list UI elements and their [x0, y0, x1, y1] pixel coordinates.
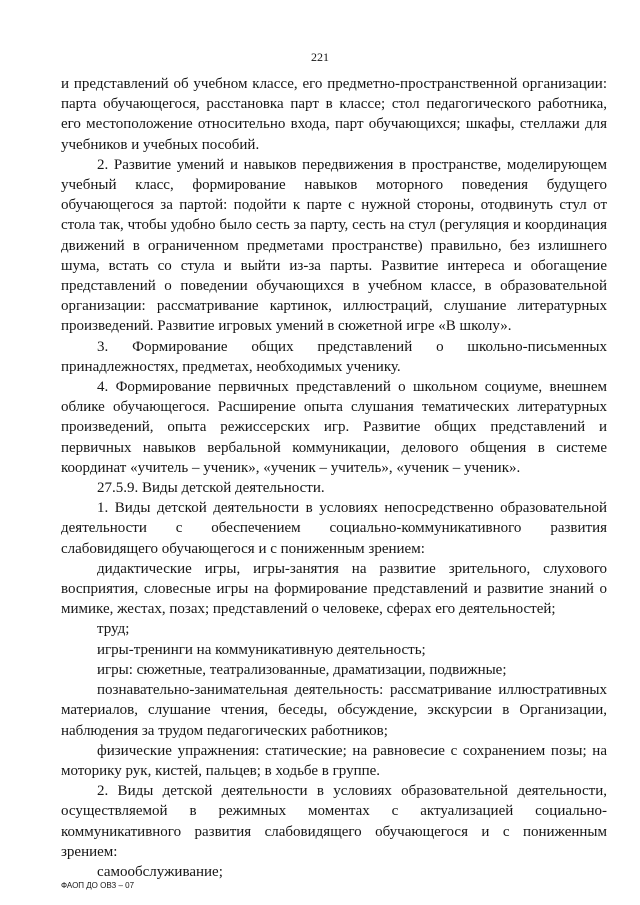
body-paragraph: игры-тренинги на коммуникативную деятельность;	[97, 641, 426, 658]
body-paragraph: 4. Формирование первичных представлений о школьном социуме, внешнем облике обучающегося. Расширение опыта слушания тематических литературных произведений, опыта режиссерских игр. Развитие общих представлений и первичных навыков вербальной коммуникации, делового общения в системе координат «учитель – ученик», «ученик – учитель», «ученик – ученик».	[61, 379, 607, 476]
body-paragraph: 2. Виды детской деятельности в условиях образовательной деятельности, осуществляемой в режимных моментах с актуализацией социально-коммуникативного развития слабовидящего обучающегося и с пониженным зрением:	[61, 783, 607, 860]
body-paragraph: 1. Виды детской деятельности в условиях непосредственно образовательной деятельности с обеспечением социально-коммуникативного развития слабовидящего обучающегося и с пониженным зрением:	[61, 500, 607, 557]
body-paragraph: 2. Развитие умений и навыков передвижения в пространстве, моделирующем учебный класс, формирование навыков моторного поведения будущего обучающегося за партой: подойти к парте с нужной стороны, отодвинуть стул от стола так, чтобы удобно было сесть за парту, сесть на стул (регуляция и координация движений в ограниченном предметами пространстве) правильно, без излишнего шума, встать со стула и выйти из-за парты. Развитие интереса и обогащение представлений о поведении обучающихся в учебном классе, в образовательной организации: рассматривание картинок, иллюстраций, слушание литературных произведений. Развитие игровых умений в сюжетной игре «В школу».	[61, 156, 607, 335]
body-paragraph: физические упражнения: статические; на равновесие с сохранением позы; на моторику рук, кистей, пальцев; в ходьбе в группе.	[61, 742, 607, 779]
body-paragraph: труд;	[97, 621, 130, 638]
body-paragraph: дидактические игры, игры-занятия на развитие зрительного, слухового восприятия, словесные игры на формирование представлений и развитие знаний о мимике, жестах, позах; представлений о человеке, сферах его деятельностей;	[61, 560, 607, 618]
body-paragraph: 27.5.9. Виды детской деятельности.	[97, 480, 325, 497]
page-body	[61, 74, 607, 882]
body-paragraph: познавательно-занимательная деятельность: рассматривание иллюстративных материалов, слушание чтения, беседы, обсуждение, экскурсии в Организации, наблюдения за трудом педагогических работников;	[61, 682, 607, 739]
body-paragraph: самообслуживание;	[97, 863, 223, 880]
body-paragraph: 3. Формирование общих представлений о школьно-письменных принадлежностях, предметах, необходимых ученику.	[61, 338, 607, 375]
page-number: 221	[311, 50, 329, 64]
body-paragraph: игры: сюжетные, театрализованные, драматизации, подвижные;	[97, 661, 507, 678]
body-paragraph: и представлений об учебном классе, его предметно-пространственной организации: парта обучающегося, расстановка парт в классе; стол педагогического работника, его местоположение относительно входа, парт обучающихся; шкафы, стеллажи для учебников и учебных пособий.	[61, 76, 607, 153]
page-footer: ФАОП ДО ОВЗ – 07	[61, 881, 135, 890]
